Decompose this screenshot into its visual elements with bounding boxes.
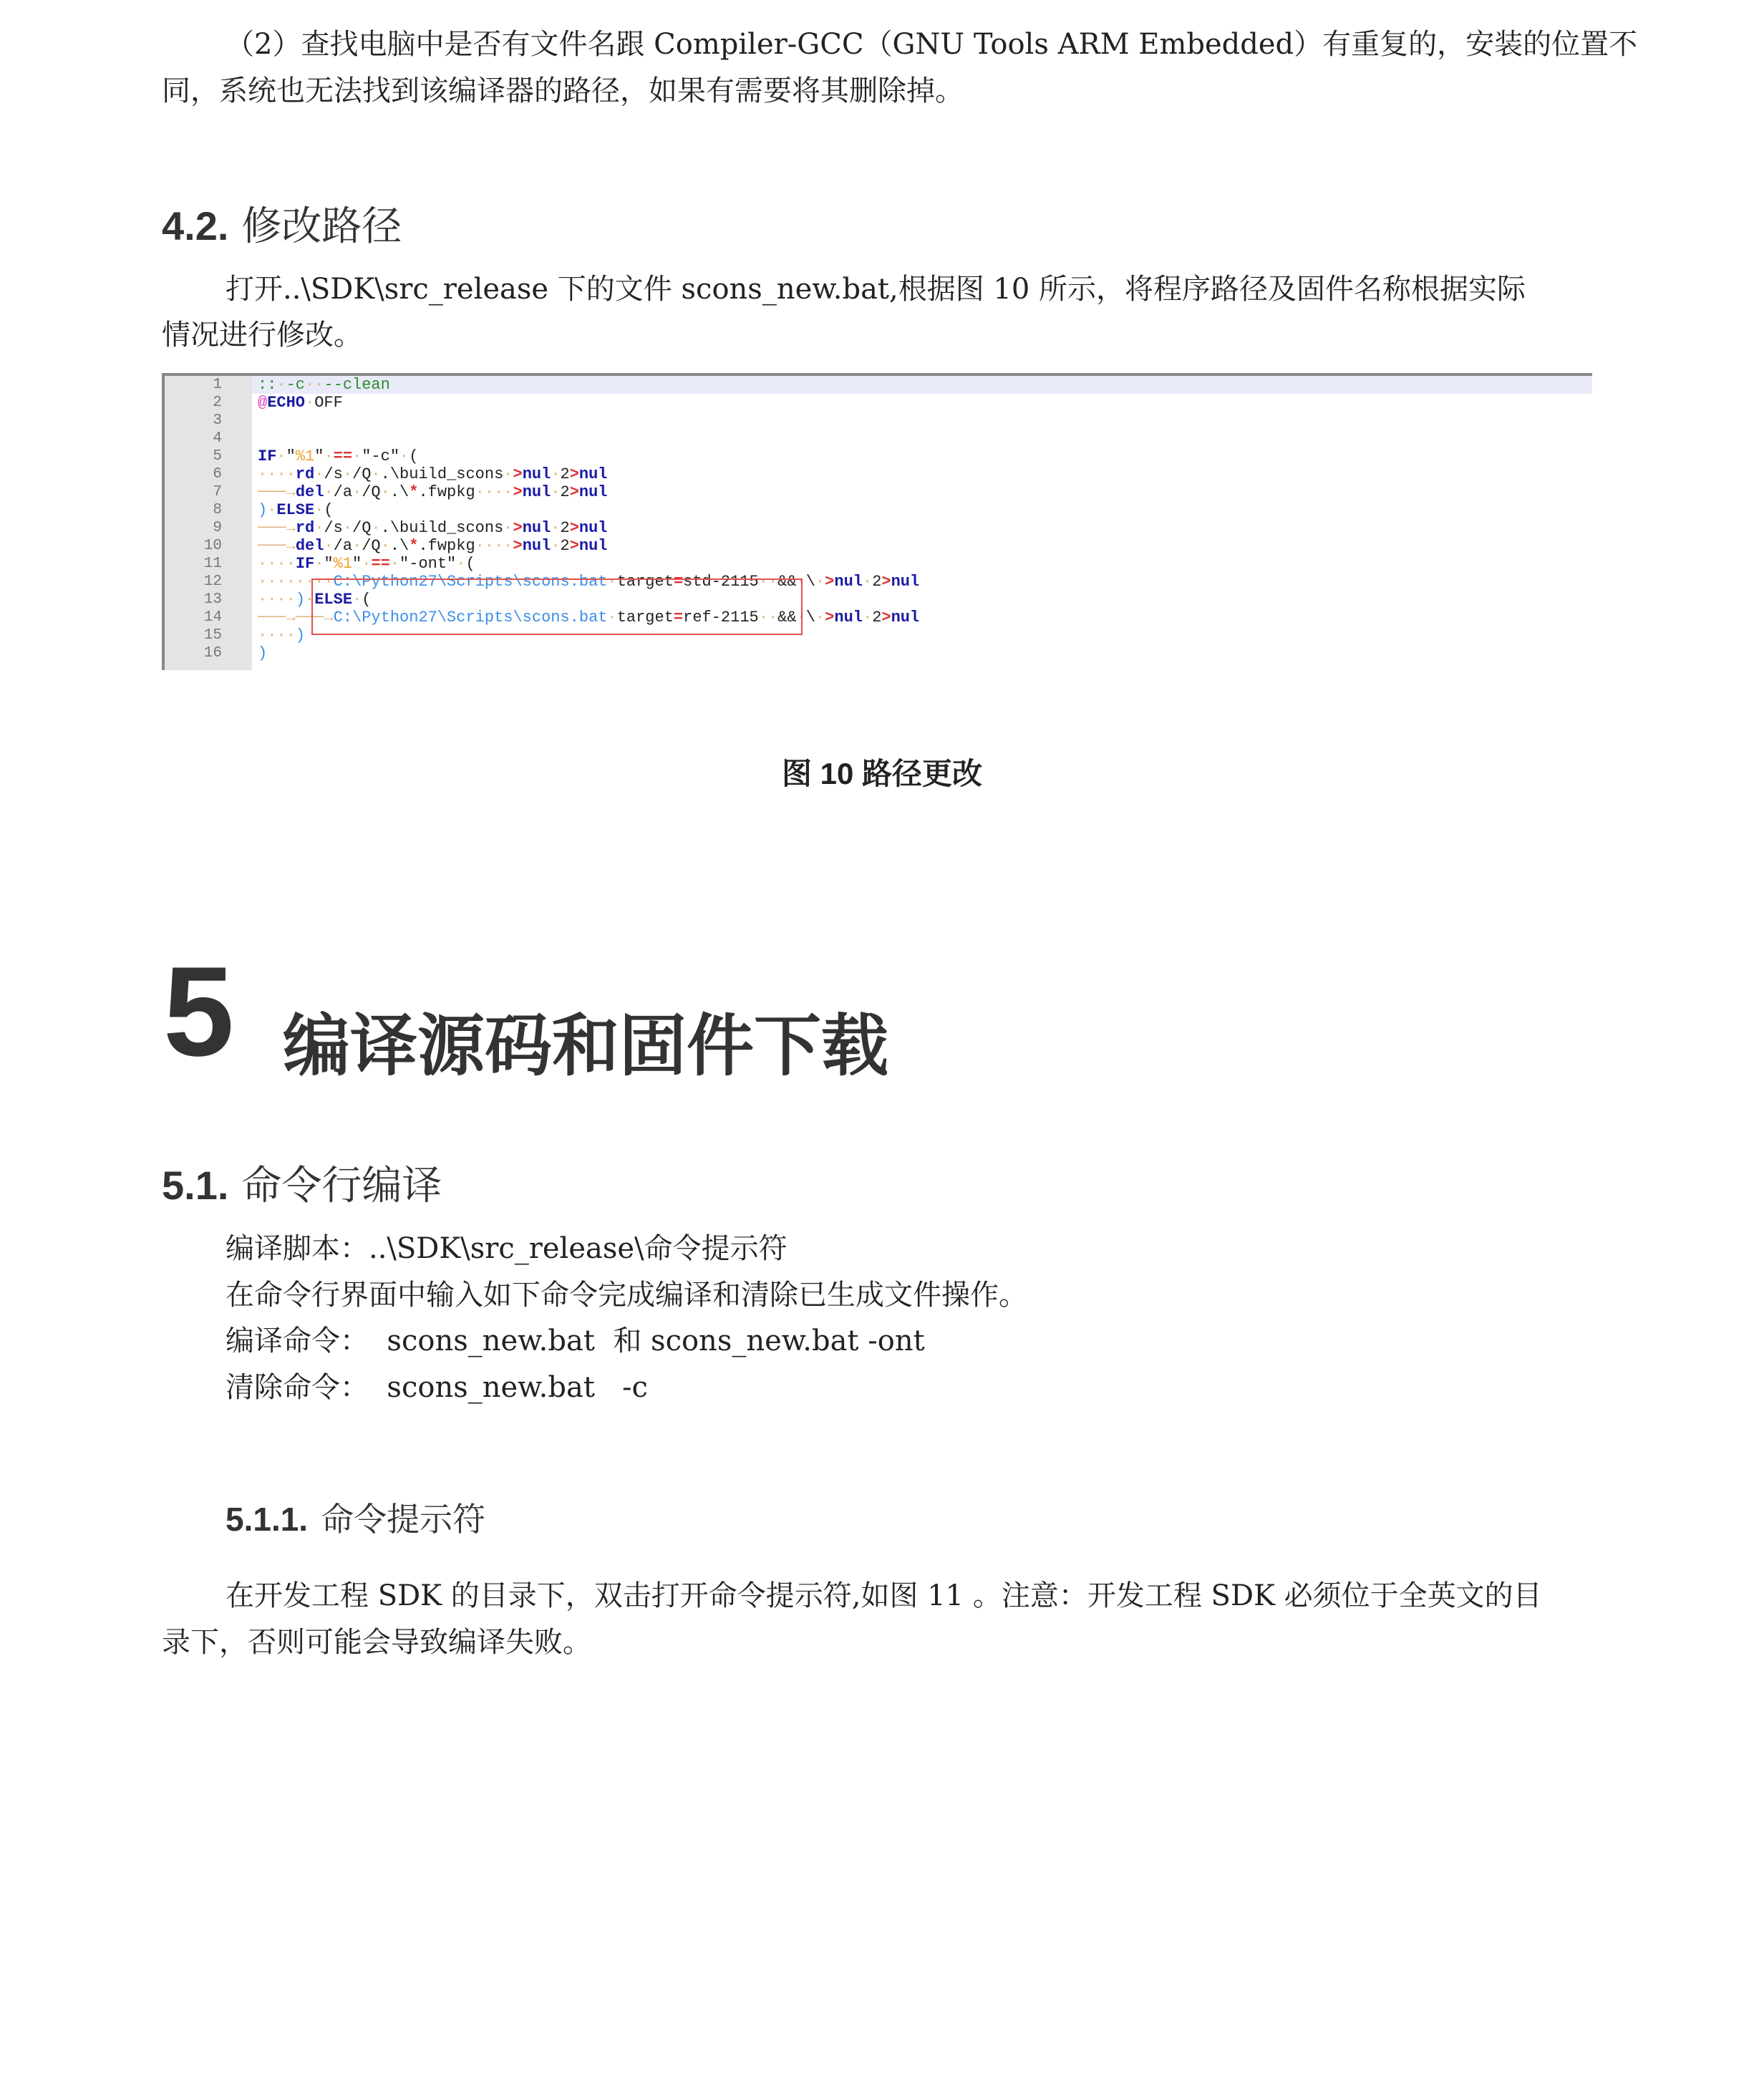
code-token: C:\Python27\Scripts\scons.bat [333, 609, 608, 626]
code-token: · [456, 555, 466, 573]
code-token: · [862, 609, 873, 626]
code-token: nul [834, 573, 863, 591]
line-number: 15 [203, 627, 222, 644]
code-token: nul [891, 609, 920, 626]
code-token: · [503, 465, 513, 483]
code-token: ───→───→ [258, 609, 334, 626]
chapter-number: 5 [163, 940, 234, 1083]
paragraph-line: 编译命令： scons_new.bat 和 scons_new.bat -ont [226, 1325, 925, 1357]
code-token: /Q [352, 519, 372, 537]
code-token: 2 [560, 519, 570, 537]
code-token: 2 [560, 483, 570, 501]
code-line [258, 626, 305, 644]
paragraph-line: （2）查找电脑中是否有文件名跟 Compiler-GCC（GNU Tools ARM Embedded）有重复的，安装的位置不 [226, 28, 1638, 61]
code-token: · [607, 609, 617, 626]
current-line-highlight [252, 376, 1592, 394]
code-token: · [389, 555, 400, 573]
line-number: 1 [213, 377, 222, 393]
code-token: nul [522, 465, 551, 483]
code-token: · [551, 483, 561, 501]
code-token: ···· [475, 483, 513, 501]
code-token: > [513, 519, 523, 537]
code-token: .\build_scons [380, 465, 504, 483]
paragraph-line: 编译脚本：..\SDK\src_release\命令提示符 [226, 1232, 788, 1265]
code-token: · [314, 519, 324, 537]
code-token: C:\Python27\Scripts\scons.bat [333, 573, 608, 591]
code-token: * [409, 537, 419, 555]
code-line [258, 555, 475, 573]
code-token: · [342, 519, 353, 537]
highlight-box [311, 578, 803, 635]
code-token: " [324, 555, 334, 573]
section-number: 5.1. [162, 1163, 229, 1208]
code-token: ···· [258, 591, 296, 609]
code-token: · [380, 483, 390, 501]
code-token: · [352, 483, 362, 501]
code-line [258, 483, 608, 501]
code-token: @ [258, 394, 268, 412]
code-token: > [825, 609, 835, 626]
line-number: 7 [213, 484, 222, 500]
code-token: nul [578, 483, 608, 501]
code-token: · [551, 519, 561, 537]
code-token: && [777, 609, 797, 626]
code-line [258, 644, 267, 662]
code-token: /Q [352, 465, 372, 483]
code-token: nul [578, 465, 608, 483]
section-title: 命令提示符 [321, 1501, 486, 1538]
code-token: ELSE [314, 591, 353, 609]
paragraph-line: 情况进行修改。 [162, 319, 362, 352]
line-number: 11 [203, 556, 222, 572]
code-token: · [314, 555, 324, 573]
code-line [258, 519, 608, 537]
code-token: /s [324, 519, 343, 537]
section-heading-5-1 [162, 1154, 442, 1211]
figure-caption: 图 10 路径更改 [781, 757, 983, 790]
line-number: 9 [213, 520, 222, 536]
code-token: .fwpkg [418, 537, 475, 555]
code-token: ) [258, 644, 268, 662]
code-token: 2 [872, 609, 882, 626]
code-token: · [314, 465, 324, 483]
code-token: ref-2115 [683, 609, 759, 626]
code-token: /Q [362, 483, 381, 501]
line-number: 3 [213, 412, 222, 429]
code-token: 2 [872, 573, 882, 591]
code-token: " [286, 447, 296, 465]
code-token: > [569, 537, 579, 555]
code-token: ···· [258, 465, 296, 483]
code-line [258, 501, 334, 519]
section-heading-4-2 [162, 195, 402, 252]
section-title: 修改路径 [241, 203, 402, 248]
code-token: · [371, 519, 381, 537]
code-token: · [815, 573, 825, 591]
code-token: .\ [389, 483, 410, 501]
code-token: · [380, 537, 390, 555]
code-token: > [513, 465, 523, 483]
code-token: \ [805, 609, 815, 626]
code-token: · [352, 537, 362, 555]
code-token: · [371, 465, 381, 483]
code-token: · [796, 609, 806, 626]
code-token: > [825, 573, 835, 591]
code-token: · [503, 519, 513, 537]
code-token: · [399, 447, 410, 465]
paragraph-line: 清除命令： scons_new.bat -c [226, 1371, 648, 1404]
code-token: == [333, 447, 353, 465]
code-token: rd [295, 519, 315, 537]
code-token: target [616, 573, 674, 591]
code-token: = [673, 573, 684, 591]
line-number: 12 [203, 573, 222, 590]
code-token: · [551, 537, 561, 555]
code-token: > [569, 519, 579, 537]
code-token: \ [805, 573, 815, 591]
code-line [258, 394, 343, 412]
code-token: .\ [389, 537, 410, 555]
code-token: del [295, 483, 324, 501]
code-token: · [276, 447, 286, 465]
line-number: 10 [203, 538, 222, 554]
code-token: > [513, 483, 523, 501]
code-token: ───→ [258, 519, 296, 537]
code-token: %1 [295, 447, 315, 465]
code-token: IF [295, 555, 315, 573]
code-token: > [569, 465, 579, 483]
code-token: * [409, 483, 419, 501]
code-token: 2 [560, 537, 570, 555]
section-heading-5-1-1 [226, 1493, 485, 1541]
line-number-gutter [165, 376, 252, 670]
code-token: · [342, 465, 353, 483]
code-token: ) [295, 626, 306, 644]
code-token: ···· [475, 537, 513, 555]
code-token: "-c" [362, 447, 400, 465]
code-token: .fwpkg [418, 483, 475, 501]
code-token: · [352, 447, 362, 465]
code-token: ···· [258, 555, 296, 573]
code-token: · [815, 609, 825, 626]
code-token: ( [465, 555, 475, 573]
code-token: nul [578, 537, 608, 555]
code-token: ( [362, 591, 372, 609]
code-token: ·· [305, 376, 324, 394]
code-token: :: [258, 376, 277, 394]
code-token: " [314, 447, 324, 465]
code-token: nul [522, 483, 551, 501]
code-token: --clean [324, 376, 390, 394]
code-token: " [352, 555, 362, 573]
section-title: 命令行编译 [241, 1163, 442, 1208]
code-token: ───→ [258, 483, 296, 501]
code-token: · [324, 447, 334, 465]
code-token: · [862, 573, 873, 591]
code-token: nul [891, 573, 920, 591]
code-token: ( [409, 447, 419, 465]
code-token: · [324, 483, 334, 501]
code-token: · [305, 591, 315, 609]
code-token: = [673, 609, 684, 626]
paragraph-line: 录下，否则可能会导致编译失败。 [162, 1626, 591, 1659]
code-line [258, 537, 608, 555]
line-number: 2 [213, 394, 222, 411]
code-token: ELSE [276, 501, 315, 519]
code-screenshot [162, 373, 1592, 670]
code-token: ···· [258, 626, 296, 644]
code-token: "-ont" [399, 555, 457, 573]
code-token: /a [333, 483, 353, 501]
line-number: 16 [203, 645, 222, 662]
code-token: ) [258, 501, 268, 519]
code-token: 2 [560, 465, 570, 483]
code-token: > [881, 609, 891, 626]
code-token: > [881, 573, 891, 591]
code-token: ( [324, 501, 334, 519]
paragraph-line: 在命令行界面中输入如下命令完成编译和清除已生成文件操作。 [226, 1279, 1027, 1312]
code-token: ) [295, 591, 306, 609]
code-line [258, 376, 390, 394]
code-token: rd [295, 465, 315, 483]
code-token: %1 [333, 555, 353, 573]
line-number: 8 [213, 502, 222, 518]
code-token: · [796, 573, 806, 591]
line-number: 13 [203, 591, 222, 608]
code-token: nul [834, 609, 863, 626]
code-token: std-2115 [683, 573, 759, 591]
code-token: target [616, 609, 674, 626]
code-token: ·· [758, 609, 778, 626]
section-number: 4.2. [162, 203, 229, 248]
code-token: == [371, 555, 390, 573]
code-line [258, 465, 608, 483]
code-token: · [362, 555, 372, 573]
paragraph-line: 同，系统也无法找到该编译器的路径，如果有需要将其删除掉。 [162, 74, 964, 107]
paragraph-line: 打开..\SDK\src_release 下的文件 scons_new.bat,根据图 10 所示，将程序路径及固件名称根据实际 [226, 273, 1526, 306]
code-token: · [276, 376, 286, 394]
code-token: · [314, 501, 324, 519]
code-token: IF [258, 447, 277, 465]
code-token: · [305, 394, 315, 412]
code-token: nul [522, 537, 551, 555]
code-token: ECHO [267, 394, 306, 412]
code-token: && [777, 573, 797, 591]
code-token: nul [578, 519, 608, 537]
code-token: · [551, 465, 561, 483]
code-token: ·· [758, 573, 778, 591]
code-token: · [324, 537, 334, 555]
code-token: /s [324, 465, 343, 483]
line-number: 6 [213, 466, 222, 483]
code-token: del [295, 537, 324, 555]
line-number: 4 [213, 430, 222, 447]
code-token: ───→ [258, 537, 296, 555]
line-number: 14 [203, 609, 222, 626]
code-token: /Q [362, 537, 381, 555]
code-token: nul [522, 519, 551, 537]
code-token: · [267, 501, 277, 519]
code-token: > [513, 537, 523, 555]
code-token: ········ [258, 573, 334, 591]
code-token: -c [286, 376, 306, 394]
chapter-title: 编译源码和固件下载 [283, 1008, 889, 1083]
code-token: /a [333, 537, 353, 555]
code-token: · [607, 573, 617, 591]
line-number: 5 [213, 448, 222, 465]
code-line [258, 447, 418, 465]
code-token: .\build_scons [380, 519, 504, 537]
code-token: OFF [314, 394, 343, 412]
code-token: · [352, 591, 362, 609]
section-number: 5.1.1. [226, 1501, 309, 1538]
paragraph-line: 在开发工程 SDK 的目录下，双击打开命令提示符,如图 11 。注意：开发工程 SDK 必须位于全英文的目 [226, 1579, 1542, 1612]
code-token: > [569, 483, 579, 501]
